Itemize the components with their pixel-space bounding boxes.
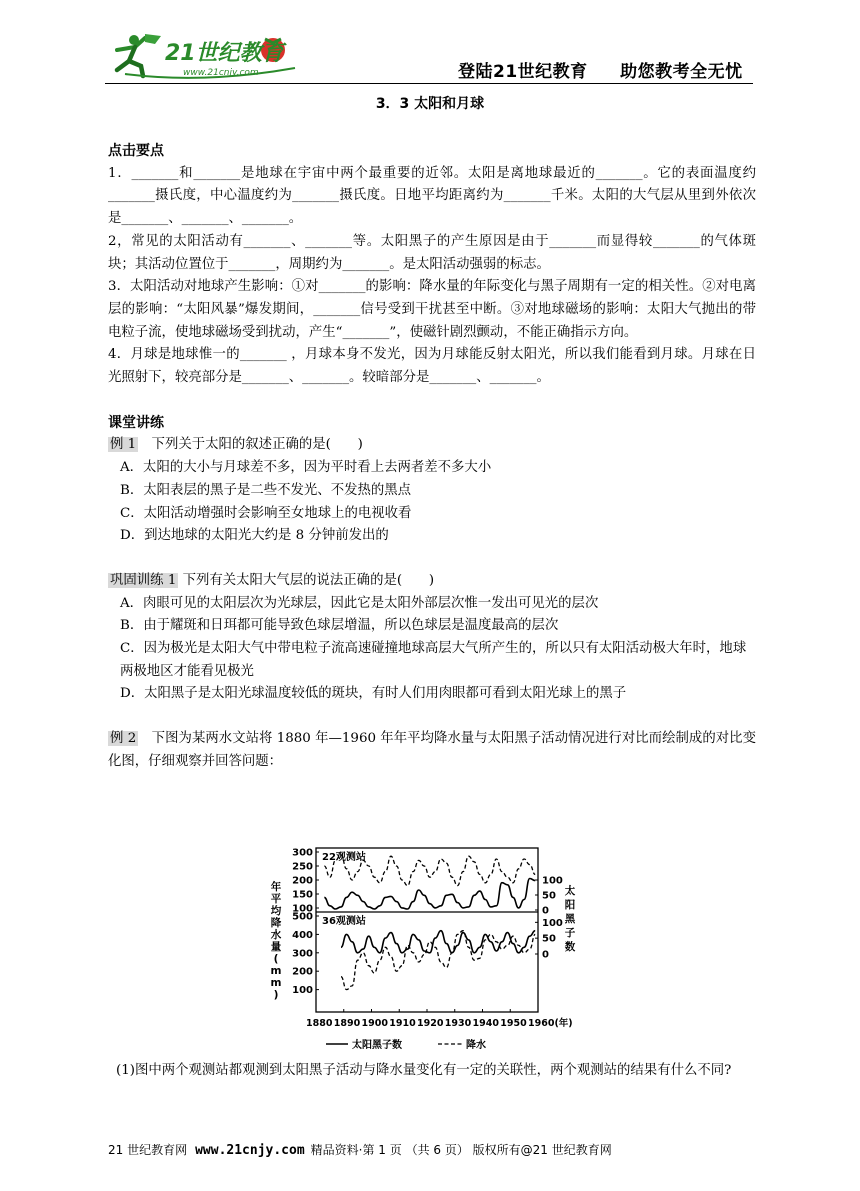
left-tick-label: 100 — [292, 903, 313, 915]
left-tick-label: 100 — [292, 985, 313, 997]
key-point-3: 3．太阳活动对地球产生影响：①对_______的影响：降水量的年际变化与黑子周期有一定的相关性。②对电离层的影响：“太阳风暴”爆发期间，_______信号受到干扰甚至中断。③对地球磁场的影响：太阳大气抛出的带电粒子流，使地球磁场受到扰动，产生“_______”，使磁针剧烈颤动，不能正确指示方向。 — [108, 279, 756, 340]
ylabel-left-char: 降 — [270, 917, 282, 929]
x-tick-label: 1940 — [472, 1018, 499, 1029]
key-point-4: 4．月球是地球惟一的_______ ，月球本身不发光，因为月球能反射太阳光，所以我们能看到月球。月球在日光照射下，较亮部分是_______、_______。较暗部分是_______、_______。 — [108, 347, 756, 386]
example-1-option-a: A．太阳的大小与月球差不多，因为平时看上去两者差不多大小 — [120, 460, 492, 476]
header-slogan — [458, 57, 743, 82]
x-tick-label: 1890 — [333, 1018, 361, 1029]
ylabel-right-char: 阳 — [564, 899, 576, 911]
x-tick-label: 1910 — [389, 1018, 416, 1029]
practice-1-option-b: B．由于耀斑和日珥都可能导致色球层增温，所以色球层是温度最高的层次 — [120, 618, 559, 634]
practice-1-option-c: C．因为极光是太阳大气中带电粒子流高速碰撞地球高层大气所产生的，所以只有太阳活动极大年时，地球两极地区才能看见极光 — [120, 641, 747, 679]
ylabel-right-char: 数 — [564, 941, 576, 953]
x-tick-label: 1950 — [500, 1018, 527, 1029]
right-tick-label: 50 — [542, 890, 556, 902]
footer-site: 21 世纪教育网 — [108, 1143, 188, 1157]
footer-url: www.21cnjy.com — [195, 1143, 305, 1158]
ylabel-left-char: 年 — [270, 881, 282, 893]
slogan-login: 登陆21世纪教育 — [458, 62, 588, 82]
practice-1-option-d: D．太阳黑子是太阳光球温度较低的斑块，有时人们用肉眼都可看到太阳光球上的黑子 — [120, 686, 627, 702]
right-tick-label: 100 — [542, 875, 563, 887]
example-1-tag: 例 1 — [110, 437, 137, 453]
panel-label-2: 36观测站 — [322, 916, 366, 927]
logo-text: 21世纪教育 — [165, 41, 284, 66]
ylabel-left-char: 量 — [270, 941, 282, 953]
left-tick-label: 300 — [292, 948, 313, 960]
right-tick-label: 50 — [542, 933, 556, 945]
x-tick-label: 1920 — [417, 1018, 444, 1029]
footer-copyright: 精品资料·第 1 页 （共 6 页） 版权所有@21 世纪教育网 — [310, 1143, 612, 1157]
site-logo — [105, 30, 305, 82]
page-title: 3．3 太阳和月球 — [375, 96, 485, 112]
ylabel-right-char: 子 — [564, 927, 576, 939]
left-tick-label: 300 — [292, 847, 313, 859]
left-tick-label: 500 — [292, 911, 313, 923]
section-heading-key-points: 点击要点 — [108, 143, 164, 159]
sunspot-precipitation-chart — [268, 846, 598, 1056]
right-tick-label: 100 — [542, 917, 563, 929]
ylabel-left-char: ( — [273, 953, 279, 965]
left-tick-label: 150 — [292, 889, 313, 901]
left-tick-label: 200 — [292, 966, 313, 978]
legend-precip: 降水 — [466, 1040, 486, 1051]
key-point-2: 2，常见的太阳活动有_______、_______等。太阳黑子的产生原因是由于_______而显得较_______的气体斑块；其活动位置位于_______，周期约为_______。是太阳活动强弱的标志。 — [108, 233, 756, 272]
key-point-1: 1．_______和_______是地球在宇宙中两个最重要的近邻。太阳是离地球最近的_______。它的表面温度约_______摄氏度，中心温度约为_______摄氏度。日地平均距离约为_______千米。太阳的大气层从里到外依次是_______、_______、_______。 — [108, 165, 756, 227]
x-tick-label: 1960(年) — [528, 1018, 573, 1029]
example-1-option-d: D．到达地球的太阳光大约是 8 分钟前发出的 — [120, 528, 389, 544]
main-content — [108, 140, 756, 774]
sunspot-line-1 — [324, 879, 535, 910]
example-2-sub-question: (1)图中两个观测站都观测到太阳黑子活动与降水量变化有一定的关联性，两个观测站的结果有什么不同? — [116, 1063, 732, 1078]
example-1-option-b: B．太阳表层的黑子是二些不发光、不发热的黑点 — [120, 482, 412, 498]
right-tick-label: 0 — [542, 905, 549, 917]
logo-url: www.21cnjy.com — [183, 68, 259, 78]
sunspot-line-2 — [341, 931, 535, 953]
sub-question-block — [108, 1060, 756, 1083]
left-tick-label: 200 — [292, 875, 313, 887]
ylabel-left-char: m — [270, 977, 282, 989]
example-1-question: 例 1 下列关于太阳的叙述正确的是( ) — [110, 437, 363, 453]
ylabel-left-char: 平 — [270, 893, 282, 905]
left-tick-label: 400 — [292, 929, 313, 941]
practice-1-question: 巩固训练 1 下列有关太阳大气层的说法正确的是( ) — [110, 572, 435, 588]
right-tick-label: 0 — [542, 949, 549, 961]
ylabel-left-char: 均 — [270, 905, 282, 917]
ylabel-right-char: 黑 — [564, 913, 576, 925]
practice-1-tag: 巩固训练 1 — [110, 572, 177, 588]
x-tick-label: 1900 — [361, 1018, 388, 1029]
x-tick-label: 1930 — [444, 1018, 472, 1029]
practice-1-option-a: A．肉眼可见的太阳层次为光球层，因此它是太阳外部层次惟一发出可见光的层次 — [120, 595, 599, 611]
page-footer — [108, 1141, 756, 1158]
example-1-option-c: C．太阳活动增强时会影响至女地球上的电视收看 — [120, 505, 412, 521]
section-heading-class: 课堂讲练 — [108, 414, 164, 431]
ylabel-left-char: 水 — [270, 929, 282, 941]
ylabel-left-char: m — [270, 965, 282, 977]
ylabel-right-char: 太 — [564, 885, 576, 897]
left-tick-label: 250 — [292, 861, 313, 873]
header-rule — [105, 83, 753, 84]
example-2-tag: 例 2 — [110, 731, 137, 747]
legend-sunspot: 太阳黑子数 — [352, 1040, 402, 1051]
example-2-question: 例 2 下图为某两水文站将 1880 年—1960 年年平均降水量与太阳黑子活动情况进行对比而绘制成的对比变化图，仔细观察并回答问题： — [108, 731, 756, 769]
ylabel-left-char: ) — [273, 989, 279, 1001]
panel-label-1: 22观测站 — [322, 852, 366, 863]
slogan-help: 助您教考全无忧 — [620, 62, 743, 82]
x-tick-label: 1880 — [306, 1018, 333, 1029]
